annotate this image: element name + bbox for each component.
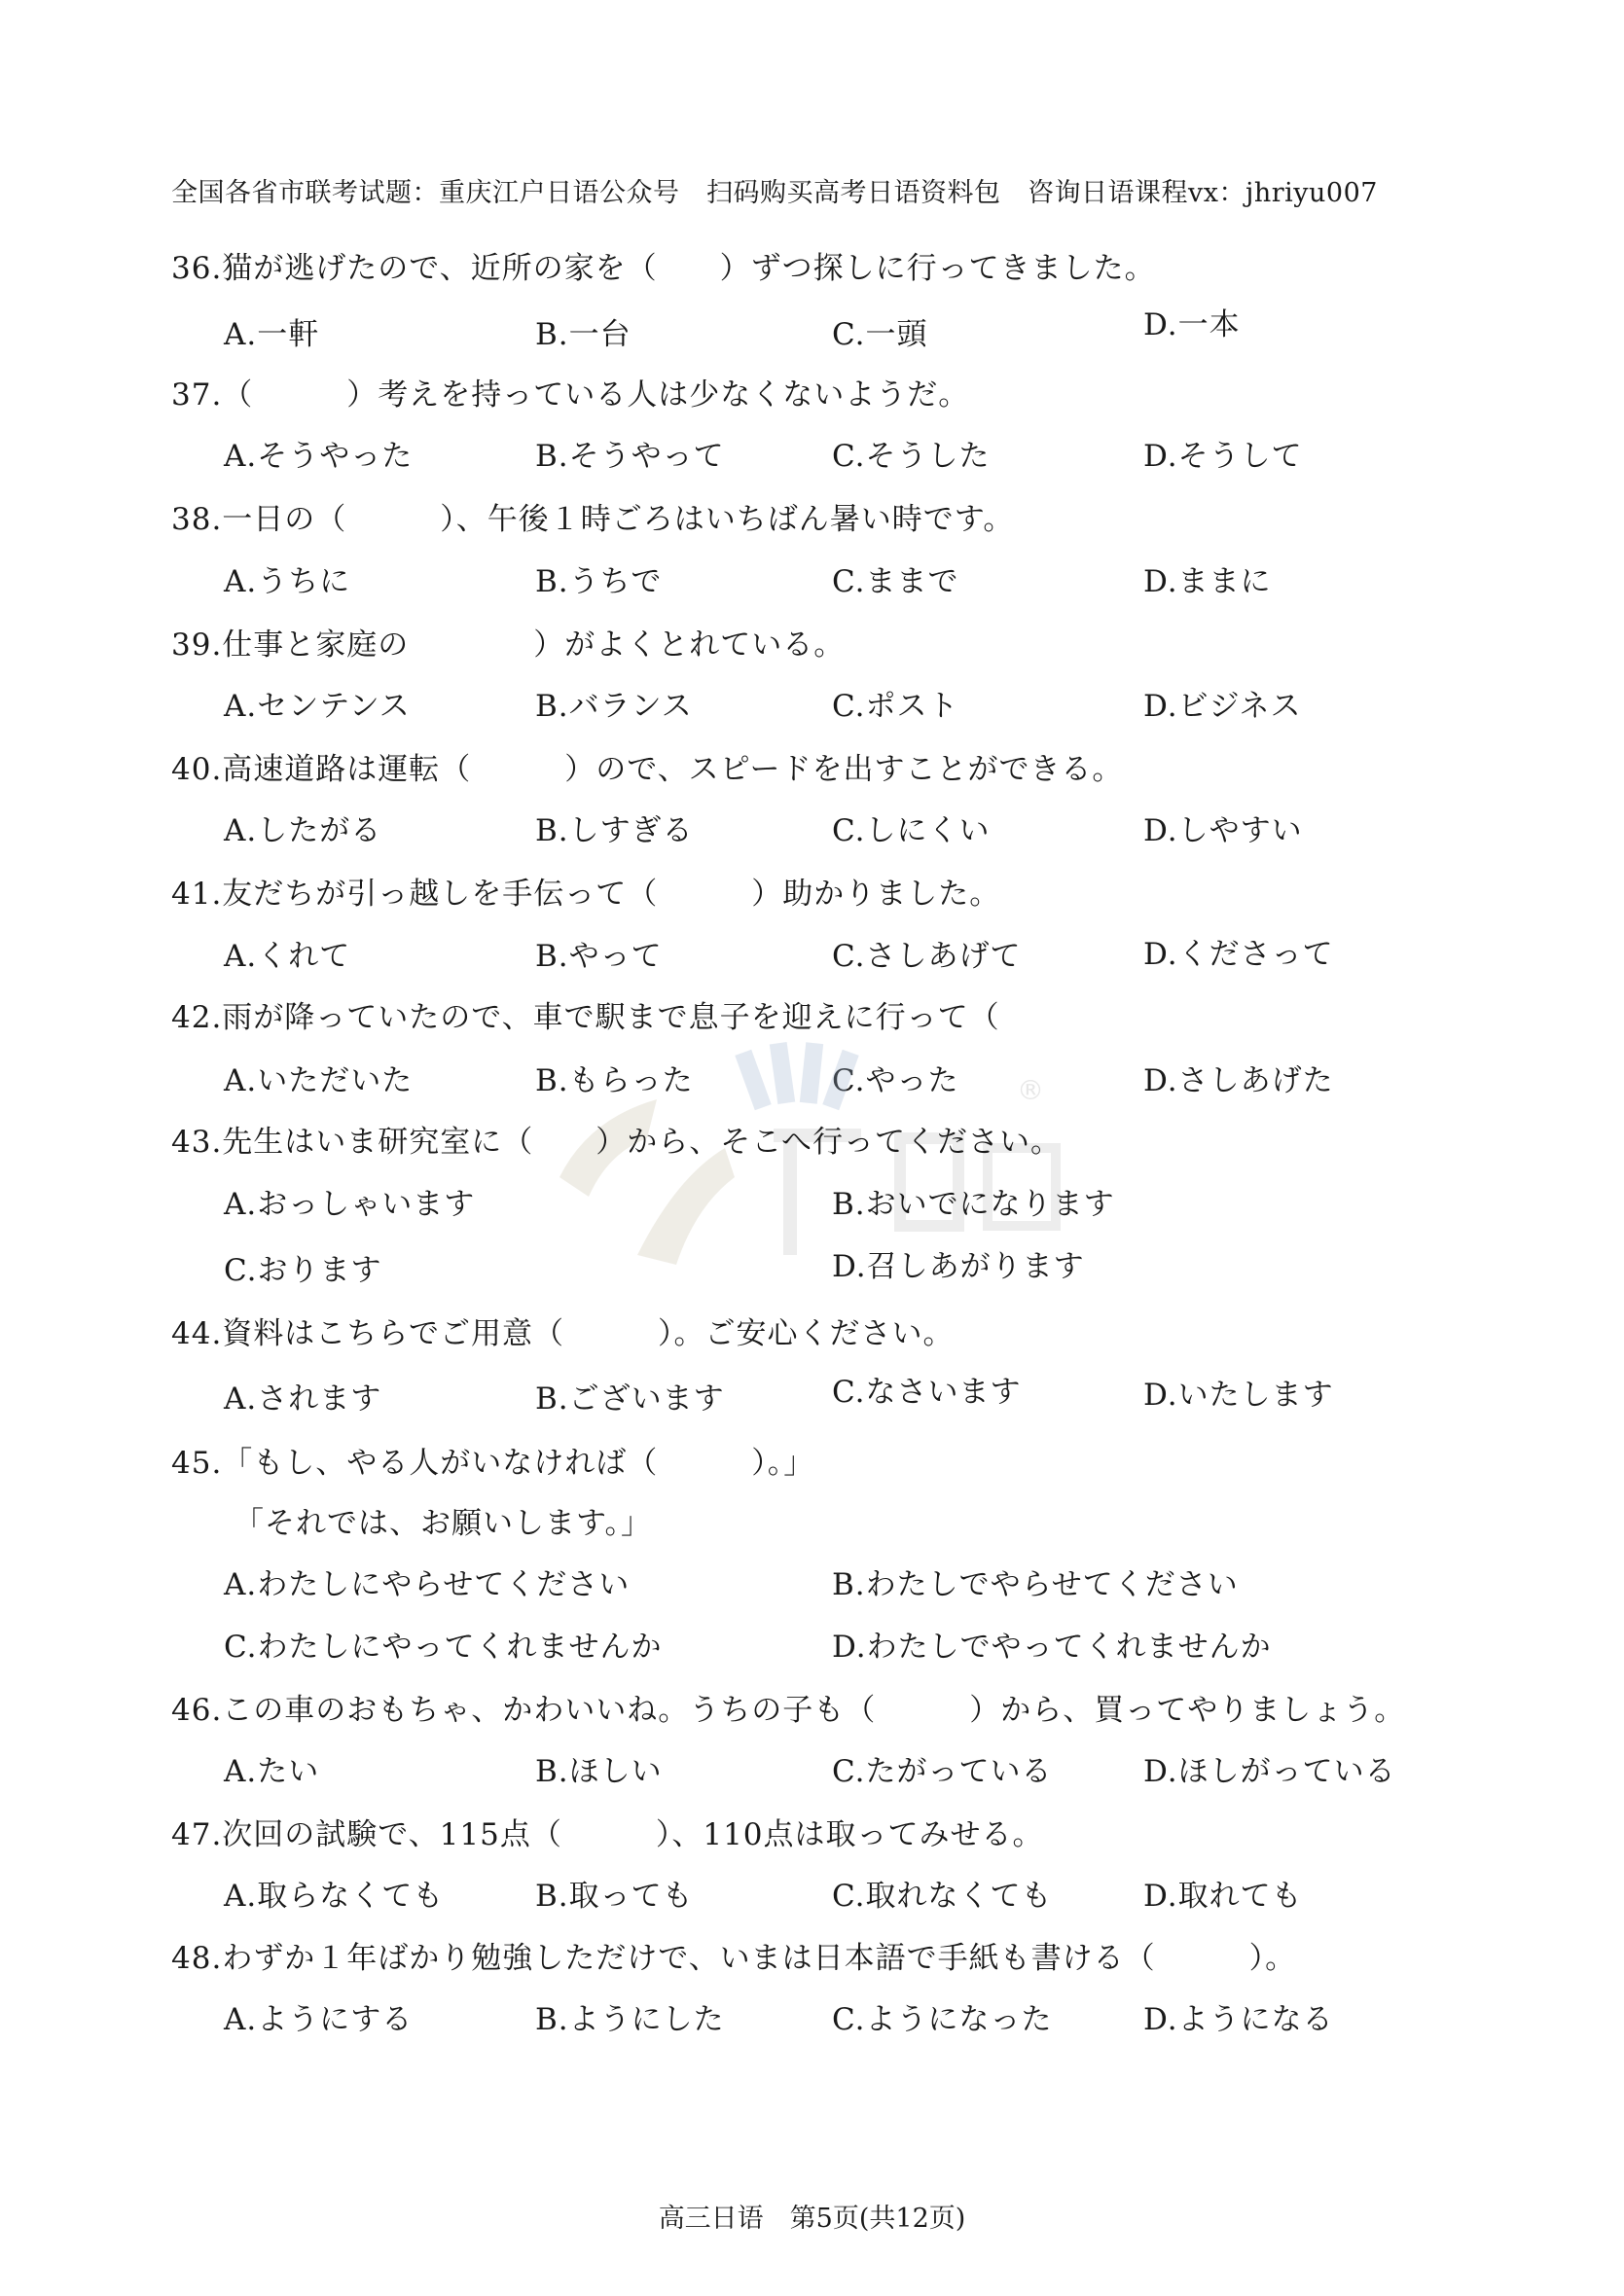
q43-option-a: A.おっしゃいます (224, 1187, 476, 1222)
q39-option-b: B.バランス (535, 689, 693, 724)
q45-option-c: C.わたしにやってくれませんか (224, 1630, 663, 1665)
question-38: 38.一日の（ ）、午後１時ごろはいちばん暑い時です。 (171, 502, 1015, 537)
q43-option-b: B.おいでになります (832, 1187, 1115, 1222)
q36-option-a: A.一軒 (224, 317, 320, 352)
q44-option-d: D.いたします (1143, 1378, 1334, 1413)
question-40: 40.高速道路は運転（ ）ので、スピードを出すことができる。 (171, 752, 1124, 787)
q44-option-b: B.ございます (535, 1381, 725, 1417)
q48-option-a: A.ようにする (224, 2002, 414, 2037)
q47-option-b: B.取っても (535, 1879, 694, 1914)
q46-option-d: D.ほしがっている (1143, 1754, 1396, 1789)
q42-option-b: B.もらった (535, 1063, 694, 1098)
q37-option-c: C.そうした (832, 439, 991, 474)
q47-option-a: A.取らなくても (224, 1879, 445, 1914)
q38-option-a: A.うちに (224, 564, 351, 599)
q38-option-b: B.うちで (535, 564, 663, 599)
question-37: 37.（ ）考えを持っている人は少なくないようだ。 (171, 377, 970, 413)
q45-option-a: A.わたしにやらせてください (224, 1567, 631, 1602)
question-47: 47.次回の試験で、115点（ ）、110点は取ってみせる。 (171, 1817, 1044, 1852)
q39-option-c: C.ポスト (832, 689, 959, 724)
page-footer: 高三日语 第5页(共12页) (658, 2204, 966, 2234)
q40-option-b: B.しすぎる (535, 813, 694, 848)
question-43: 43.先生はいま研究室に（ ）から、そこへ行ってください。 (171, 1125, 1063, 1160)
question-42: 42.雨が降っていたので、車で駅まで息子を迎えに行って（ (171, 1000, 1000, 1035)
question-39: 39.仕事と家庭の ）がよくとれている。 (171, 628, 846, 663)
q39-option-a: A.センテンス (224, 689, 411, 724)
question-45-reply: 「それでは、お願いします。」 (234, 1506, 653, 1541)
q43-option-d: D.召しあがります (832, 1249, 1085, 1284)
q45-option-b: B.わたしでやらせてください (832, 1567, 1239, 1602)
q40-option-a: A.したがる (224, 813, 382, 848)
q36-option-b: B.一台 (535, 317, 632, 352)
q43-option-c: C.おります (224, 1253, 382, 1288)
q36-option-d: D.一本 (1143, 307, 1241, 342)
q40-option-d: D.しやすい (1143, 813, 1303, 848)
q36-option-c: C.一頭 (832, 317, 928, 352)
q47-option-c: C.取れなくても (832, 1879, 1053, 1914)
question-44: 44.資料はこちらでご用意（ ）。ご安心ください。 (171, 1316, 955, 1351)
q40-option-c: C.しにくい (832, 813, 991, 848)
q44-option-c: C.なさいます (832, 1375, 1022, 1410)
q42-option-a: A.いただいた (224, 1063, 414, 1098)
q42-option-c: C.やった (832, 1063, 959, 1098)
q37-option-d: D.そうして (1143, 439, 1303, 474)
q46-option-a: A.たい (224, 1754, 320, 1789)
q37-option-a: A.そうやった (224, 439, 414, 474)
q41-option-d: D.くださって (1143, 937, 1334, 972)
q47-option-d: D.取れても (1143, 1879, 1303, 1914)
q48-option-d: D.ようになる (1143, 2002, 1334, 2037)
q48-option-c: C.ようになった (832, 2002, 1053, 2037)
q42-option-d: D.さしあげた (1143, 1063, 1334, 1098)
page-header: 全国各省市联考试题：重庆江户日语公众号 扫码购买高考日语资料包 咨询日语课程vx：jhriyu007 (171, 178, 1378, 208)
q38-option-d: D.ままに (1143, 564, 1272, 599)
q41-option-a: A.くれて (224, 939, 351, 974)
q45-option-d: D.わたしでやってくれませんか (832, 1630, 1272, 1665)
question-36: 36.猫が逃げたので、近所の家を（ ）ずつ探しに行ってきました。 (171, 251, 1156, 286)
q46-option-b: B.ほしい (535, 1754, 663, 1789)
registered-mark: ® (1017, 1074, 1044, 1106)
q37-option-b: B.そうやって (535, 439, 725, 474)
q41-option-b: B.やって (535, 939, 663, 974)
q46-option-c: C.たがっている (832, 1754, 1053, 1789)
q48-option-b: B.ようにした (535, 2002, 725, 2037)
question-46: 46.この車のおもちゃ、かわいいね。うちの子も（ ）から、買ってやりましょう。 (171, 1693, 1406, 1728)
q44-option-a: A.されます (224, 1381, 382, 1417)
q41-option-c: C.さしあげて (832, 939, 1022, 974)
question-45: 45.「もし、やる人がいなければ（ ）。」 (171, 1446, 815, 1481)
question-48: 48.わずか１年ばかり勉強しただけで、いまは日本語で手紙も書ける（ ）。 (171, 1941, 1297, 1976)
question-41: 41.友だちが引っ越しを手伝って（ ）助かりました。 (171, 877, 1001, 912)
q39-option-d: D.ビジネス (1143, 689, 1302, 724)
q38-option-c: C.ままで (832, 564, 959, 599)
